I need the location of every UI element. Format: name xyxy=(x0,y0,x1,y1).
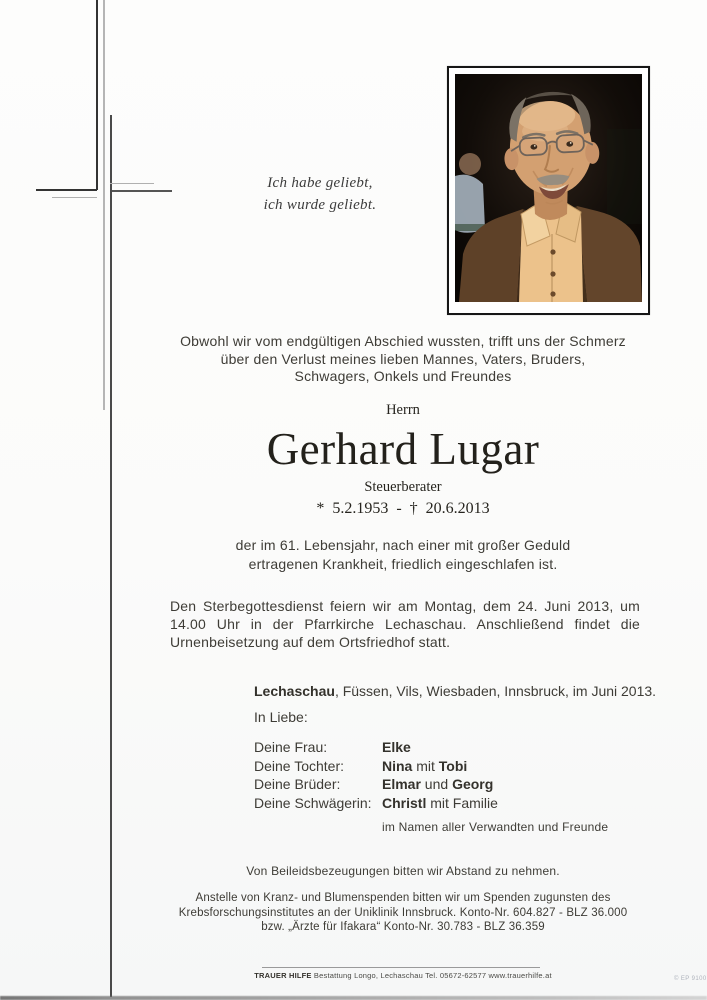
family-connector: mit xyxy=(412,757,439,774)
condolence-note: Von Beileidsbezeugungen bitten wir Abstand zu nehmen. xyxy=(246,864,560,878)
funeral-home-details: Bestattung Longo, Lechaschau Tel. 05672-62577 www.trauerhilfe.at xyxy=(311,971,552,980)
family-relation-label: Deine Tochter: xyxy=(254,757,345,774)
family-row xyxy=(254,794,498,813)
family-name: Elmar xyxy=(382,776,421,792)
family-name-2: Georg xyxy=(452,776,494,792)
family-relation-label: Deine Schwägerin: xyxy=(254,794,372,811)
deceased-name: Gerhard Lugar xyxy=(266,424,540,474)
memorial-quote xyxy=(225,172,415,216)
passing-line-1: der im 61. Lebensjahr, nach einer mit großer Geduld xyxy=(235,537,571,553)
family-connector: und xyxy=(420,776,453,792)
family-name: Christl xyxy=(382,794,427,811)
donation-line-3: bzw. „Ärzte für Ifakara“ Konto-Nr. 30.783 - BLZ 36.359 xyxy=(261,921,545,934)
in-love-label: In Liebe: xyxy=(254,709,308,725)
intro-line-1: Obwohl wir vom endgültigen Abschied wussten, trifft uns der Schmerz xyxy=(180,333,626,349)
quote-line-2: ich wurde geliebt. xyxy=(263,197,377,213)
donation-line-1: Anstelle von Kranz- und Blumenspenden bitten wir um Spenden zugunsten des xyxy=(195,892,611,904)
family-name: Nina xyxy=(382,757,413,774)
cross-vertical-line-1 xyxy=(96,0,98,190)
funeral-home-footer xyxy=(85,971,707,980)
donation-paragraph xyxy=(85,891,707,935)
family-name-2: Tobi xyxy=(438,757,468,774)
family-name: Elke xyxy=(382,739,411,755)
profession: Steuerberater xyxy=(364,479,442,495)
family-row xyxy=(254,757,498,776)
cross-horizontal-line-right-dark xyxy=(112,190,172,192)
dateline xyxy=(254,683,656,699)
passing-paragraph xyxy=(85,536,707,573)
funeral-home-name: TRAUER HILFE xyxy=(254,971,312,980)
portrait-photo xyxy=(455,74,642,302)
intro-paragraph xyxy=(85,333,707,386)
family-connector: mit Familie xyxy=(426,794,498,811)
service-announcement: Den Sterbegottesdienst feiern wir am Montag, dem 24. Juni 2013, um 14.00 Uhr in der Pfarrkirche Lechaschau. Anschließend findet die Urnenbeisetzung auf dem Ortsfriedhof statt. xyxy=(170,598,640,650)
honorific: Herrn xyxy=(386,402,420,418)
print-code: © EP 9100 xyxy=(674,976,707,982)
scan-edge-artifact xyxy=(0,996,707,1000)
birth-death-dates: * 5.2.1953 - † 20.6.2013 xyxy=(316,500,490,517)
cross-horizontal-line-left-gray xyxy=(52,197,97,198)
family-relation-label: Deine Frau: xyxy=(254,739,328,755)
dateline-rest: , Füssen, Vils, Wiesbaden, Innsbruck, im Juni 2013. xyxy=(334,683,657,699)
family-relation-label: Deine Brüder: xyxy=(254,776,341,792)
intro-line-2: über den Verlust meines lieben Mannes, Vaters, Bruders, xyxy=(220,350,586,367)
portrait-photo-frame xyxy=(447,66,650,315)
footer-divider xyxy=(262,967,540,968)
family-list xyxy=(254,738,498,812)
cross-horizontal-line-right-gray xyxy=(110,183,154,184)
cross-horizontal-line-left-dark xyxy=(36,189,97,191)
passing-line-2: ertragenen Krankheit, friedlich eingeschlafen ist. xyxy=(248,555,558,572)
quote-line-1: Ich habe geliebt, xyxy=(267,175,373,191)
donation-line-2: Krebsforschungsinstitutes an der Uniklinik Innsbruck. Konto-Nr. 604.827 - BLZ 36.000 xyxy=(178,906,628,919)
family-row xyxy=(254,738,498,757)
family-row xyxy=(254,775,498,794)
dateline-place: Lechaschau xyxy=(254,683,335,699)
intro-line-3: Schwagers, Onkels und Freundes xyxy=(294,368,512,384)
in-name-of-note: im Namen aller Verwandten und Freunde xyxy=(382,820,609,834)
